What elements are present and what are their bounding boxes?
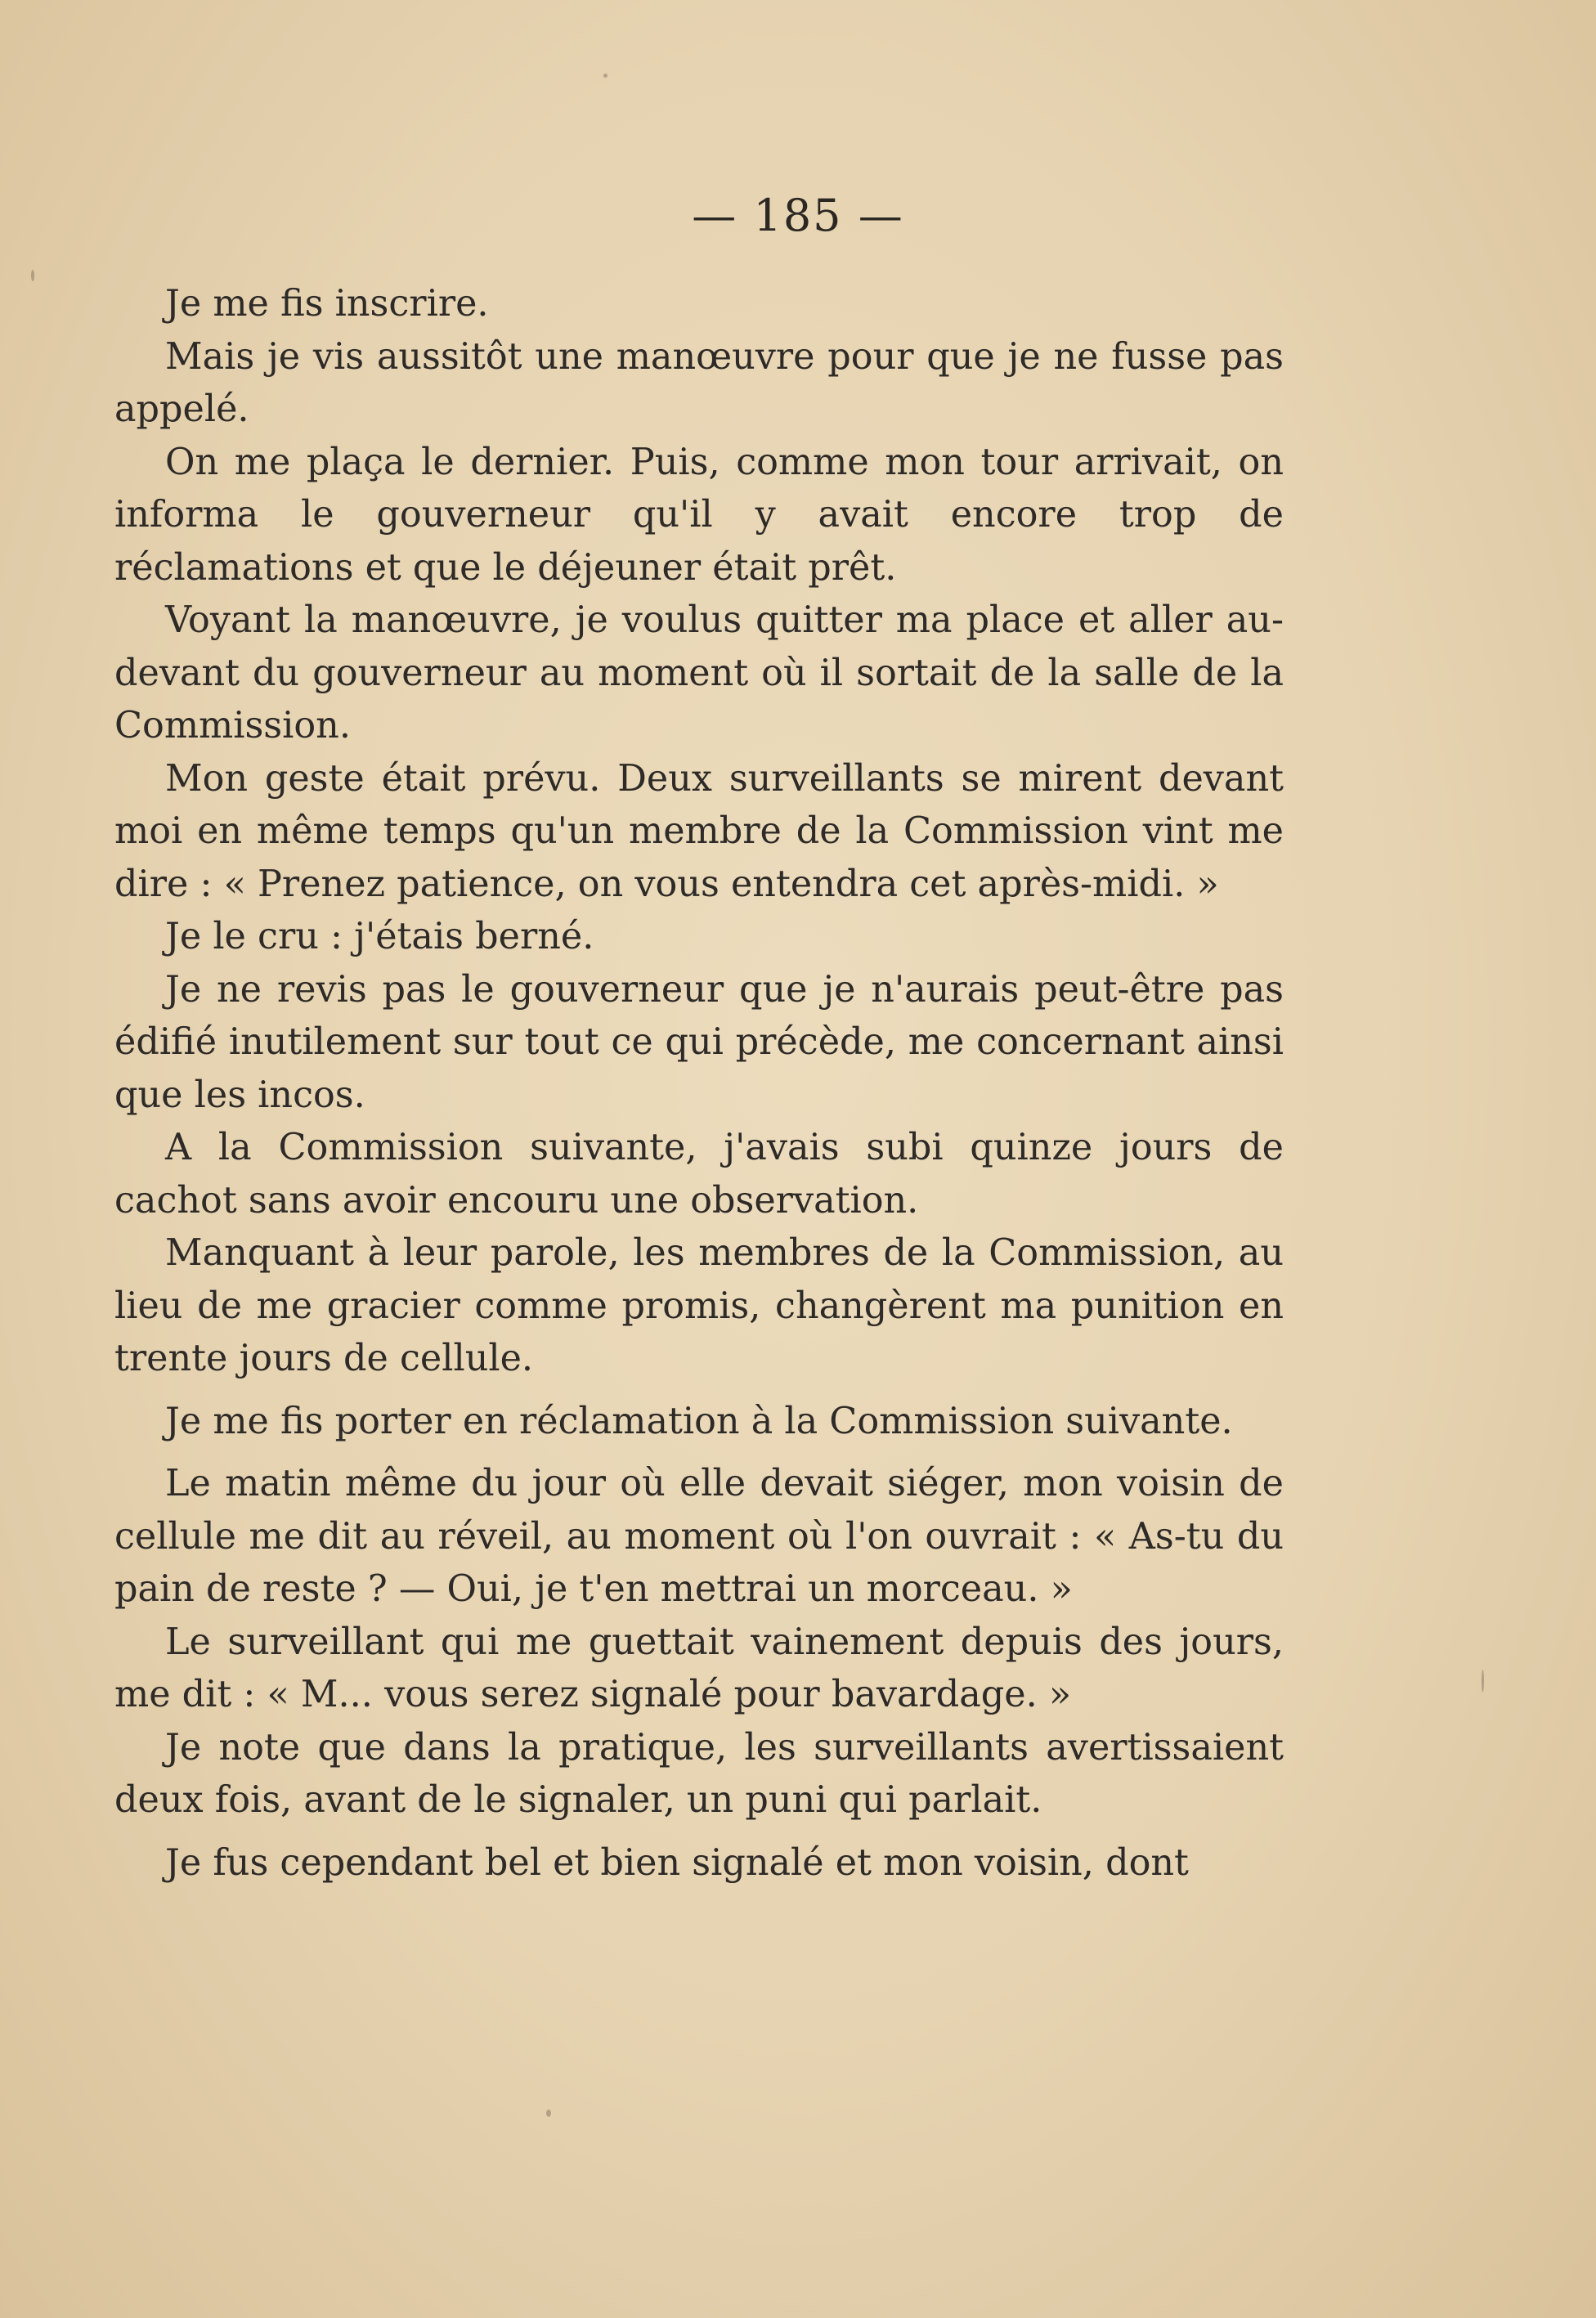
- paragraph-12: Le surveillant qui me guettait vainement depuis des jours, me dit : « M... vous serez signalé pour bavardage. »: [114, 1621, 1284, 1715]
- paragraph-13: Je note que dans la pratique, les surveillants avertissaient deux fois, avant de le signaler, un puni qui parlait.: [114, 1726, 1284, 1821]
- paper-speck: [546, 2110, 551, 2117]
- paper-speck: [603, 74, 607, 78]
- paragraph-3: On me plaça le dernier. Puis, comme mon tour arrivait, on informa le gouverneur qu'il y avait encore trop de réclamations et que le déjeuner était prêt.: [114, 441, 1284, 589]
- paragraph-5: Mon geste était prévu. Deux surveillants se mirent devant moi en même temps qu'un membre de la Commission vint me dire : « Prenez patience, on vous entendra cet après-midi. »: [114, 757, 1284, 905]
- paragraph-10: Je me fis porter en réclamation à la Commission suivante.: [165, 1400, 1233, 1442]
- paragraph-1: Je me fis inscrire.: [165, 283, 489, 325]
- paragraph-8: A la Commission suivante, j'avais subi quinze jours de cachot sans avoir encouru une observation.: [114, 1127, 1284, 1222]
- paragraph-7: Je ne revis pas le gouverneur que je n'aurais peut-être pas édifié inutilement sur tout ce qui précède, me concernant ainsi que les incos.: [114, 968, 1284, 1116]
- paragraph-11: Le matin même du jour où elle devait siéger, mon voisin de cellule me dit au réveil, au moment où l'on ouvrait : « As-tu du pain de reste ? — Oui, je t'en mettrai un morceau. »: [114, 1463, 1284, 1610]
- paragraph-14: Je fus cependant bel et bien signalé et mon voisin, dont: [165, 1841, 1189, 1884]
- body-text: [114, 278, 1284, 1890]
- page-number: — 185 —: [692, 190, 904, 241]
- paragraph-9: Manquant à leur parole, les membres de la Commission, au lieu de me gracier comme promis, changèrent ma punition en trente jours de cellule.: [114, 1232, 1284, 1379]
- paper-speck: [31, 270, 34, 281]
- paragraph-4: Voyant la manœuvre, je voulus quitter ma place et aller au-devant du gouverneur au moment où il sortait de la salle de la Commission.: [114, 599, 1284, 747]
- paragraph-6: Je le cru : j'étais berné.: [165, 916, 594, 957]
- paragraph-2: Mais je vis aussitôt une manœuvre pour que je ne fusse pas appelé.: [114, 335, 1284, 430]
- paper-speck: [1482, 1670, 1484, 1693]
